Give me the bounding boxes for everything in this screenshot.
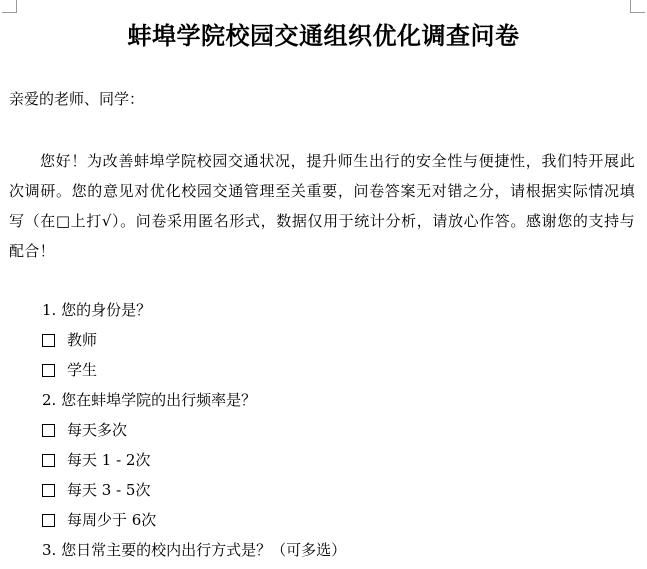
option-checkbox[interactable]	[42, 484, 55, 497]
option-label: 每天 1 - 2次	[67, 451, 151, 469]
option-row[interactable]	[42, 415, 622, 445]
option-row[interactable]	[42, 355, 622, 385]
page-corner-mark-left	[2, 0, 17, 13]
question-2: 2. 您在蚌埠学院的出行频率是？	[42, 391, 257, 409]
option-checkbox[interactable]	[42, 514, 55, 527]
option-row[interactable]	[42, 475, 622, 505]
option-checkbox[interactable]	[42, 334, 55, 347]
option-checkbox[interactable]	[42, 424, 55, 437]
option-label: 每周少于 6次	[67, 511, 157, 529]
option-label: 学生	[67, 361, 98, 379]
option-row[interactable]	[42, 445, 622, 475]
option-label: 教师	[67, 331, 98, 349]
intro-paragraph: 您好！为改善蚌埠学院校园交通状况，提升师生出行的安全性与便捷性，我们特开展此次调研。您的意见对优化校园交通管理至关重要，问卷答案无对错之分，请根据实际情况填写（在□上打√）。问卷采用匿名形式，数据仅用于统计分析，请放心作答。感谢您的支持与配合！	[9, 152, 635, 260]
option-row[interactable]	[42, 325, 622, 355]
question-3: 3. 您日常主要的校内出行方式是？（可多选）	[42, 541, 347, 559]
option-row[interactable]	[42, 505, 622, 535]
option-checkbox[interactable]	[42, 454, 55, 467]
questionnaire	[42, 295, 622, 565]
page-corner-mark-right	[630, 0, 645, 13]
option-label: 每天多次	[67, 421, 128, 439]
document-title: 蚌埠学院校园交通组织优化调查问卷	[127, 22, 520, 50]
option-checkbox[interactable]	[42, 364, 55, 377]
greeting-line: 亲爱的老师、同学：	[9, 90, 145, 108]
option-label: 每天 3 - 5次	[67, 481, 151, 499]
question-1: 1. 您的身份是？	[42, 301, 152, 319]
